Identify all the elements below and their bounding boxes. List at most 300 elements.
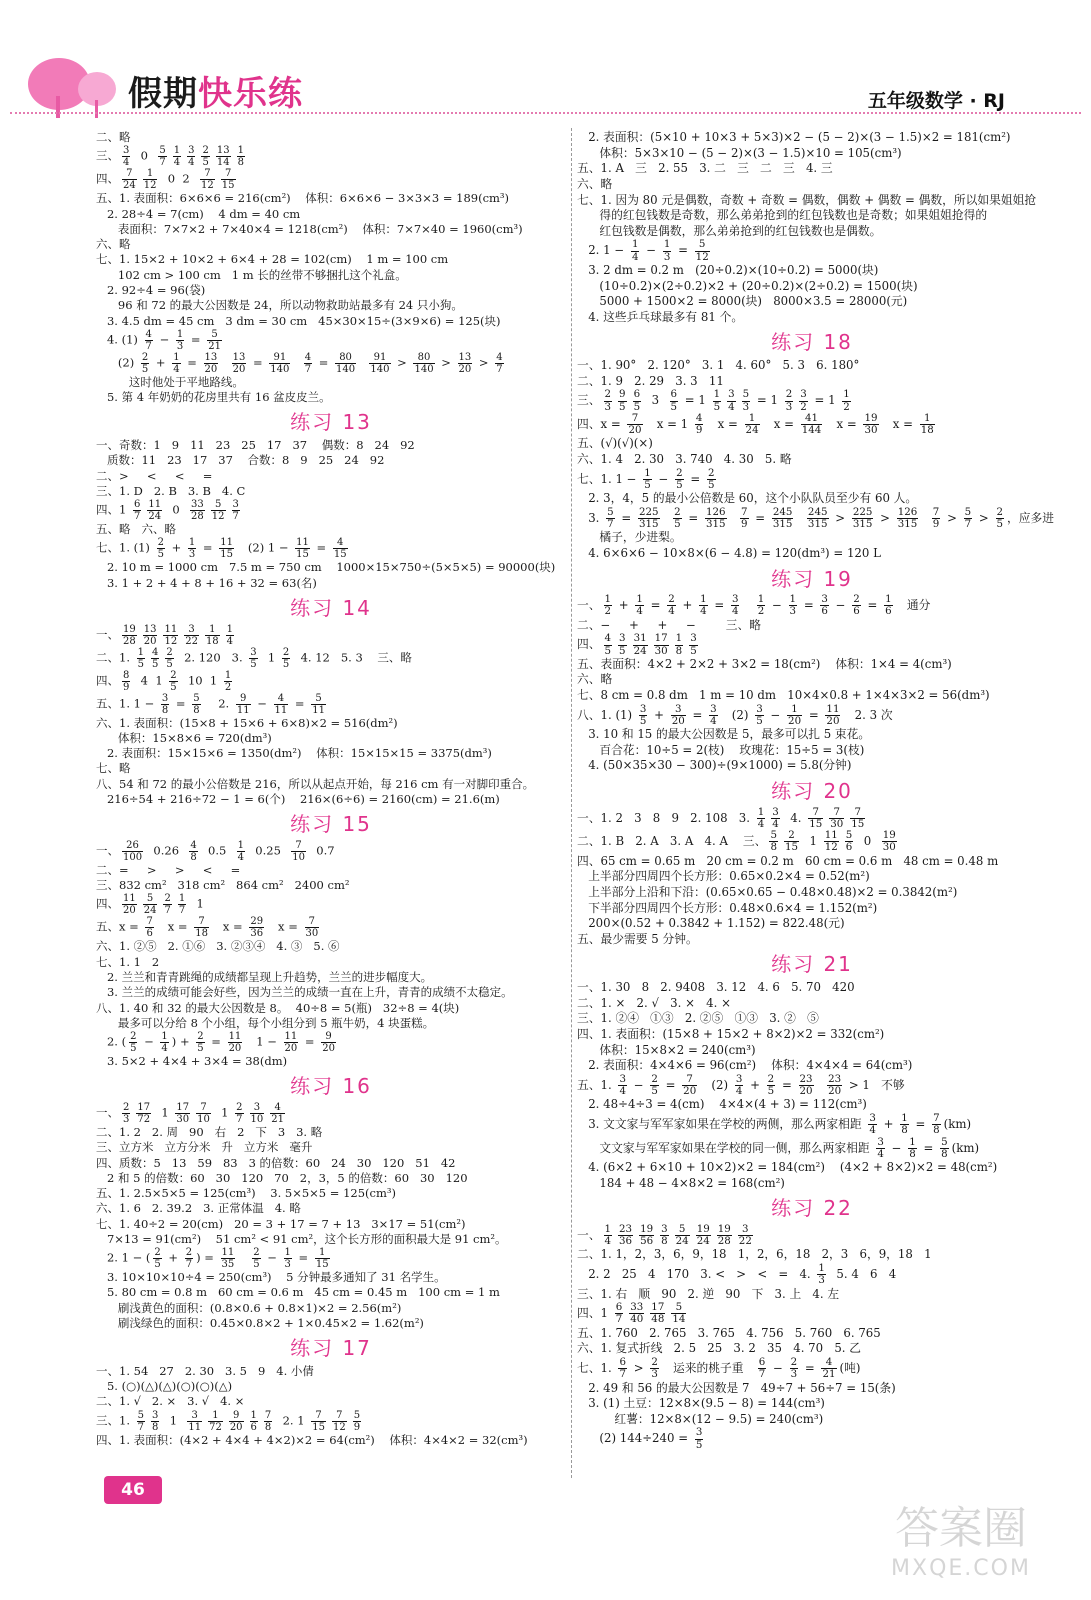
fraction-denominator: 20 xyxy=(671,714,685,727)
answer-text: − xyxy=(263,1250,281,1265)
fraction-denominator: 12 xyxy=(143,180,157,192)
fraction-denominator: 30 xyxy=(654,644,668,657)
answer-text: 五、略 六、略 xyxy=(96,522,176,537)
fraction xyxy=(282,647,290,670)
fraction-numerator: 2 xyxy=(767,1072,775,1085)
fraction-denominator: 5 xyxy=(690,644,697,657)
fraction-numerator: 41 xyxy=(801,413,823,425)
brand-title-part-2: 快乐练 xyxy=(198,74,303,114)
fraction xyxy=(757,807,766,831)
fraction xyxy=(671,704,686,728)
fraction xyxy=(335,352,356,375)
fraction xyxy=(757,594,766,618)
answer-text: 5. 第 4 年奶奶的花房里共有 16 盆皮皮兰。 xyxy=(96,390,331,405)
answer-line xyxy=(96,222,566,237)
fraction xyxy=(825,704,840,728)
fraction-denominator: 7 xyxy=(232,511,239,523)
fraction-numerator: 7 xyxy=(194,916,209,928)
answer-text: > xyxy=(475,355,493,370)
answer-text: = xyxy=(863,597,882,612)
fraction xyxy=(169,670,177,693)
answer-line xyxy=(577,980,1047,996)
exercise-heading: 练习 13 xyxy=(290,410,372,435)
fraction-denominator: 7 xyxy=(496,363,503,375)
answer-text: (km) xyxy=(943,1116,972,1131)
fraction-numerator: 2 xyxy=(130,1031,137,1043)
fraction-numerator: 2 xyxy=(674,505,681,518)
fraction-numerator: 1 xyxy=(909,1135,916,1148)
fraction-numerator: 6 xyxy=(633,388,641,401)
answer-line xyxy=(96,955,566,970)
answer-text: 4. (6×2 + 6×10 + 10×2)×2 = 184(cm²) (4×2 + 8×2)×2 = 48(cm²) xyxy=(577,1160,998,1175)
fraction xyxy=(829,807,844,831)
fraction xyxy=(932,507,941,531)
answer-text xyxy=(742,598,753,612)
fraction-denominator: 315 xyxy=(639,517,659,530)
answer-text: 96 和 72 的最大公因数是 24，所以动物救助站最多有 24 只小狗。 xyxy=(96,298,463,313)
answer-line xyxy=(577,1137,1047,1161)
answer-text: = xyxy=(207,1034,225,1049)
answer-text: + xyxy=(678,597,697,612)
fraction xyxy=(284,1031,299,1054)
answer-text: 二、= > > < = xyxy=(96,862,241,877)
fraction-denominator: 7 xyxy=(164,905,171,917)
fraction-numerator: 11 xyxy=(284,1031,298,1043)
answer-line xyxy=(577,688,1047,704)
fraction xyxy=(232,499,240,522)
fraction-numerator: 31 xyxy=(633,632,647,645)
fraction xyxy=(618,1074,627,1098)
fraction xyxy=(122,145,130,168)
answer-text: + xyxy=(167,540,185,555)
fraction-numerator: 2 xyxy=(253,1247,260,1259)
fraction-numerator: 3 xyxy=(671,704,686,716)
fraction-denominator: 4 xyxy=(869,1124,876,1137)
fraction-denominator: 18 xyxy=(920,424,934,437)
answer-text: = xyxy=(646,597,665,612)
answer-line xyxy=(577,1043,1047,1059)
answer-text: 3. 4.5 dm = 45 cm 3 dm = 30 cm 45×30×15÷(3×9×6) = 125(块) xyxy=(96,313,501,328)
answer-text xyxy=(817,1078,824,1092)
answer-text: = xyxy=(187,332,205,347)
fraction-denominator: 24 xyxy=(148,511,162,523)
fraction xyxy=(137,1410,145,1433)
fraction xyxy=(604,389,613,413)
answer-text: 一、1. 2 3 8 9 2. 108 3. xyxy=(577,810,754,825)
fraction-numerator: 3 xyxy=(800,388,807,401)
fraction-denominator: 8 xyxy=(190,851,197,863)
fraction-denominator: 7 xyxy=(137,1421,145,1433)
answer-line xyxy=(96,1433,566,1448)
answer-text: 五、1. 表面积：6×6×6 = 216(cm²) 体积：6×6×6 − 3×3×3 = 189(cm³) xyxy=(96,191,510,206)
fraction-numerator: 1 xyxy=(675,632,683,645)
fraction-denominator: 5 xyxy=(282,658,290,670)
fraction-denominator: 24 xyxy=(123,180,136,192)
fraction-denominator: 4 xyxy=(188,157,195,169)
answer-line xyxy=(96,1156,566,1171)
fraction-numerator: 7 xyxy=(627,413,642,425)
fraction-numerator: 2 xyxy=(141,351,149,363)
fraction xyxy=(789,594,798,618)
fraction xyxy=(675,468,684,492)
answer-text: 2. 28÷4 = 7(cm) 4 dm = 40 cm xyxy=(96,206,301,221)
answer-text: 六、略 xyxy=(577,672,613,687)
fraction-numerator: 2 xyxy=(170,669,177,681)
fraction-denominator: 30 xyxy=(864,424,878,437)
fraction-denominator: 6 xyxy=(845,841,853,854)
fraction xyxy=(615,1302,624,1326)
answer-text: 二、1. × 2. √ 3. × 4. × xyxy=(577,995,731,1010)
fraction-denominator: 8 xyxy=(909,1147,916,1160)
answer-text: 0 xyxy=(133,148,156,163)
answer-text: 7×13 = 91(cm²) 51 cm² < 91 cm²，这个长方形的面积最大是 91 cm²。 xyxy=(96,1231,507,1246)
fraction-denominator: 24 xyxy=(633,644,647,657)
fraction-numerator: 5 xyxy=(207,329,222,341)
fraction xyxy=(908,1137,917,1161)
answer-text: = xyxy=(294,1250,312,1265)
answer-text: ) = xyxy=(196,1250,218,1265)
fraction xyxy=(221,168,236,191)
answer-line xyxy=(96,453,566,468)
fraction xyxy=(932,1113,941,1137)
fraction-numerator: 23 xyxy=(619,1222,633,1235)
answer-text: 文文家与军军家如果在学校的同一侧，那么两家相距 xyxy=(577,1140,874,1155)
answer-text: 四、 xyxy=(96,171,119,186)
fraction-numerator: 1 xyxy=(315,1247,330,1259)
fraction-denominator: 7 xyxy=(758,1368,766,1381)
answer-line xyxy=(96,939,566,954)
fraction-denominator: 4 xyxy=(700,605,707,618)
fraction xyxy=(769,830,778,854)
fraction-denominator: 5 xyxy=(670,400,678,413)
fraction-numerator: 80 xyxy=(413,352,434,364)
fraction xyxy=(137,647,145,670)
fraction xyxy=(799,1074,814,1098)
fraction-numerator: 1 xyxy=(604,593,612,606)
answer-text: = xyxy=(183,355,201,370)
answer-text: = xyxy=(172,696,190,711)
answer-text: 1 xyxy=(162,1413,185,1428)
answer-line xyxy=(96,647,566,670)
answer-line xyxy=(577,657,1047,673)
fraction xyxy=(122,840,143,863)
fraction xyxy=(192,693,200,716)
fraction-denominator: 4 xyxy=(710,714,717,727)
answer-line xyxy=(96,1247,566,1270)
answer-text: 5000 + 1500×2 = 8000(块) 8000×3.5 = 28000(元) xyxy=(577,294,908,309)
fraction-denominator: 8 xyxy=(193,704,200,716)
fraction-numerator: 3 xyxy=(619,1072,626,1085)
answer-line xyxy=(577,830,1047,854)
answer-text: 七、略 xyxy=(96,761,131,776)
fraction xyxy=(964,507,973,531)
fraction xyxy=(629,1302,644,1326)
fraction xyxy=(284,1247,292,1270)
answer-text: = xyxy=(800,597,818,612)
answer-text: x = xyxy=(762,416,798,431)
answer-text: 四、x = xyxy=(577,416,625,431)
fraction-numerator: 1 xyxy=(224,669,232,681)
fraction-numerator: 13 xyxy=(204,351,218,363)
fraction-numerator: 4 xyxy=(496,351,503,363)
answer-text: + xyxy=(746,1077,764,1092)
fraction-numerator: 7 xyxy=(196,1102,211,1114)
answer-text: 二、1. xyxy=(96,650,134,665)
fraction-denominator: 5 xyxy=(996,517,1004,530)
fraction-denominator: 12 xyxy=(695,250,709,263)
fraction-denominator: 30 xyxy=(176,1113,190,1125)
exercise-heading: 练习 14 xyxy=(290,595,372,620)
answer-text: 三、 xyxy=(577,393,601,408)
fraction-numerator: 126 xyxy=(897,505,918,518)
answer-text: 1 xyxy=(260,650,279,665)
fraction-numerator: 8 xyxy=(123,669,130,681)
answer-text: = xyxy=(312,540,330,555)
answer-text: + xyxy=(615,597,633,612)
answer-line xyxy=(577,1287,1047,1303)
fraction-numerator: 9 xyxy=(229,1410,244,1422)
fraction xyxy=(321,1031,336,1054)
fraction-numerator: 5 xyxy=(211,499,226,511)
fraction-numerator: 1 xyxy=(188,537,196,549)
fraction-numerator: 7 xyxy=(264,1409,272,1421)
answer-text: 2. 10 m = 1000 cm 7.5 m = 750 cm 1000×15×750÷(5×5×5) = 90000(块) xyxy=(96,560,556,575)
fraction xyxy=(304,352,312,375)
answer-line xyxy=(96,314,566,329)
exercise-heading: 练习 15 xyxy=(290,812,372,837)
fraction-denominator: 20 xyxy=(284,1043,298,1055)
fraction-denominator: 24 xyxy=(745,424,759,437)
fraction-denominator: 3 xyxy=(663,250,671,263)
exercise-heading: 练习 22 xyxy=(771,1196,853,1221)
answer-line xyxy=(96,1125,566,1140)
fraction-numerator: 3 xyxy=(756,702,763,715)
fraction-denominator: 15 xyxy=(315,1259,329,1271)
fraction-denominator: 3 xyxy=(742,400,750,413)
fraction xyxy=(663,239,672,263)
answer-text: 五、x = xyxy=(96,919,143,934)
fraction-numerator: 1 xyxy=(284,1247,291,1259)
answer-line xyxy=(96,916,566,939)
fraction-numerator: 3 xyxy=(639,702,647,715)
brand-title-part-1: 假期 xyxy=(128,74,198,114)
answer-line xyxy=(96,268,566,283)
exercise-heading: 练习 17 xyxy=(290,1336,372,1361)
answer-line xyxy=(96,624,566,647)
fraction-denominator: 14 xyxy=(216,157,230,169)
fraction-numerator: 9 xyxy=(236,693,251,705)
fraction-denominator: 7 xyxy=(145,340,152,352)
answer-text: (2) 1 − xyxy=(236,540,293,555)
fraction xyxy=(194,916,209,939)
fraction-numerator: 3 xyxy=(250,646,257,658)
fraction xyxy=(790,1357,799,1381)
answer-text: 四、质数：5 13 59 83 3 的倍数：60 24 30 120 51 42 xyxy=(96,1155,456,1170)
answer-line xyxy=(577,130,1047,146)
fraction-denominator: 3 xyxy=(604,400,612,413)
answer-text: − xyxy=(140,1034,158,1049)
fraction xyxy=(175,1102,190,1125)
fraction-numerator: 91 xyxy=(269,352,290,364)
fraction-denominator: 24 xyxy=(143,905,157,917)
fraction-numerator: 2 xyxy=(185,1247,193,1259)
fraction-numerator: 6 xyxy=(619,1355,626,1368)
fraction-denominator: 12 xyxy=(824,841,838,854)
answer-line xyxy=(96,537,566,560)
fraction-numerator: 7 xyxy=(808,807,823,819)
fraction-numerator: 17 xyxy=(654,632,668,645)
answer-text: 二、− + + − 三、略 xyxy=(577,617,762,632)
answer-text: 七、1. xyxy=(577,1360,616,1375)
answer-line xyxy=(577,294,1047,310)
fraction-denominator: 7 xyxy=(133,511,141,523)
answer-text: 3. xyxy=(577,510,604,525)
left-answer-column xyxy=(96,130,566,1448)
fraction-denominator: 3 xyxy=(785,400,793,413)
answer-text: 3. (1) 土豆：12×8×(9.5 − 8) = 144(cm³) xyxy=(577,1396,825,1411)
fraction xyxy=(920,413,935,437)
fraction-numerator: 5 xyxy=(675,1224,690,1236)
answer-line xyxy=(577,310,1047,326)
answer-text: 2. 3 次 xyxy=(843,707,893,722)
fraction-denominator: 5 xyxy=(674,517,681,530)
fraction-numerator: 4 xyxy=(333,537,348,549)
answer-line xyxy=(96,168,566,191)
fraction xyxy=(249,647,257,670)
fraction-numerator: 1 xyxy=(226,623,234,635)
fraction xyxy=(249,916,264,939)
fraction-numerator: 1 xyxy=(818,1262,825,1275)
fraction-denominator: 72 xyxy=(137,1113,151,1125)
answer-text: − xyxy=(654,471,673,486)
fraction-denominator: 7 xyxy=(615,1313,623,1326)
fraction-denominator: 8 xyxy=(161,704,169,716)
fraction-denominator: 2 xyxy=(800,400,807,413)
answer-text: 二、1. √ 2. × 3. √ 4. × xyxy=(96,1394,245,1409)
fraction-numerator: 5 xyxy=(193,692,200,704)
answer-text: 2. 92÷4 = 96(袋) xyxy=(96,282,206,297)
fraction-numerator: 11 xyxy=(824,829,838,842)
fraction-denominator: 5 xyxy=(154,1259,161,1271)
fraction-denominator: 40 xyxy=(630,1313,644,1326)
answer-text xyxy=(730,510,737,524)
fraction xyxy=(850,807,865,831)
fraction-denominator: 7 xyxy=(159,157,166,169)
right-answer-column xyxy=(577,130,1055,1451)
answer-text: 得的红包钱数是奇数，那么弟弟抢到的红包钱数也是奇数；如果姐姐抢得的 xyxy=(577,208,988,223)
answer-text: 表面积：7×7×2 + 7×40×4 = 1218(cm²) 体积：7×7×40 = 1960(cm³) xyxy=(96,221,523,236)
answer-line xyxy=(577,413,1047,437)
fraction xyxy=(413,352,434,375)
fraction-denominator: 11 xyxy=(274,704,288,716)
fraction-denominator: 20 xyxy=(143,635,157,647)
fraction-denominator: 315 xyxy=(705,517,726,530)
fraction xyxy=(158,145,166,168)
answer-line xyxy=(577,672,1047,688)
answer-line xyxy=(96,237,566,252)
answer-line xyxy=(96,1186,566,1201)
fraction-denominator: 7 xyxy=(964,517,972,530)
answer-line xyxy=(577,916,1047,932)
answer-line xyxy=(577,594,1047,618)
fraction xyxy=(660,1224,669,1248)
answer-text: = xyxy=(291,696,309,711)
fraction xyxy=(133,499,141,522)
fraction-numerator: 3 xyxy=(690,632,697,645)
fraction xyxy=(633,389,642,413)
fraction-denominator: 15 xyxy=(851,817,865,830)
fraction xyxy=(673,507,682,531)
answer-text: 2. 3，4，5 的最小公倍数是 60，这个小队队员至少有 60 人。 xyxy=(577,491,918,506)
answer-text: 橘子，少进梨。 xyxy=(577,530,682,545)
answer-text: 102 cm > 100 cm 1 m 长的丝带不够捆扎这个礼盒。 xyxy=(96,267,407,282)
fraction xyxy=(311,1410,326,1433)
answer-line xyxy=(96,731,566,746)
answer-line xyxy=(96,522,566,537)
answer-line xyxy=(577,374,1047,390)
fraction xyxy=(900,1113,909,1137)
fraction-denominator: 28 xyxy=(123,635,136,647)
fraction xyxy=(852,594,861,618)
answer-text: − xyxy=(887,1140,906,1155)
answer-text: 一、1. 30 8 2. 9408 3. 12 4. 6 5. 70 420 xyxy=(577,980,855,995)
fraction-denominator: 5 xyxy=(141,363,149,375)
fraction-numerator: 6 xyxy=(670,388,678,401)
answer-text: 二、1. B 2. A 3. A 4. A 三、 xyxy=(577,833,767,848)
fraction xyxy=(695,413,704,437)
fraction-numerator: 3 xyxy=(735,1072,743,1085)
answer-text: = xyxy=(688,707,707,722)
fraction-numerator: 4 xyxy=(274,693,289,705)
fraction-denominator: 5 xyxy=(644,478,651,491)
answer-line xyxy=(96,746,566,761)
answer-text: 四、1. 表面积：(4×2 + 4×4 + 4×2)×2 = 64(cm²) 体积：4×4×2 = 32(cm³) xyxy=(96,1432,528,1447)
answer-text: 五、1. A 三 2. 55 3. 二 三 二 三 4. 三 xyxy=(577,161,833,176)
answer-line xyxy=(96,792,566,807)
fraction-numerator: 5 xyxy=(770,829,777,842)
fraction xyxy=(196,1102,211,1125)
answer-line xyxy=(577,1302,1047,1326)
answer-text: 三、1. D 2. B 3. B 4. C xyxy=(96,483,246,498)
fraction-denominator: 8 xyxy=(152,1421,159,1433)
answer-line xyxy=(96,191,566,206)
answer-text: 四、1 xyxy=(96,502,130,517)
answer-text: = xyxy=(801,1360,819,1375)
fraction xyxy=(787,704,802,728)
fraction-numerator: 2 xyxy=(202,145,209,157)
fraction xyxy=(161,693,169,716)
fraction xyxy=(638,507,660,531)
fraction xyxy=(639,1224,654,1248)
fraction xyxy=(742,389,751,413)
fraction xyxy=(940,1137,949,1161)
fraction-numerator: 3 xyxy=(728,388,735,401)
fraction-denominator: 8 xyxy=(237,157,244,169)
fraction-denominator: 8 xyxy=(901,1124,908,1137)
answer-text: 体积：15×8×6 = 720(dm³) xyxy=(96,730,272,745)
answer-text: 七、1. (1) xyxy=(96,540,154,555)
fraction-numerator: 1 xyxy=(713,388,721,401)
fraction xyxy=(147,499,162,522)
fraction-denominator: 10 xyxy=(197,1113,210,1125)
fraction xyxy=(639,704,648,728)
exercise-heading: 练习 16 xyxy=(290,1074,372,1099)
fraction-denominator: 11 xyxy=(312,704,325,716)
answer-line xyxy=(577,1113,1047,1137)
fraction-denominator: 20 xyxy=(228,1043,242,1055)
fraction-denominator: 4 xyxy=(757,817,765,830)
fraction-denominator: 8 xyxy=(941,1147,948,1160)
